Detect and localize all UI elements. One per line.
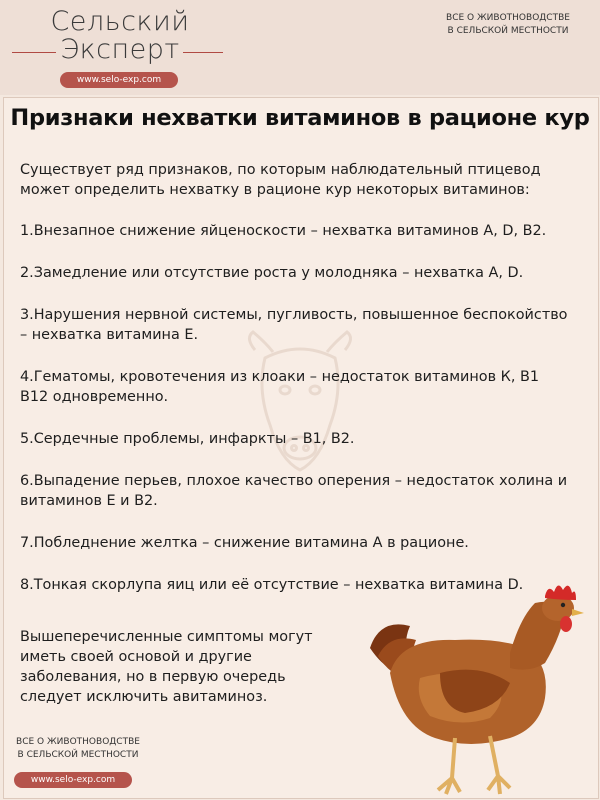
list-item: 4.Гематомы, кровотечения из клоаки – недостаток витаминов К, В1 В12 одновременно.	[20, 369, 540, 405]
symptoms-list	[20, 221, 570, 617]
logo-text-line2: Эксперт	[60, 34, 180, 65]
site-url-link[interactable]: www.selo-exp.com	[60, 72, 178, 88]
list-item: 2.Замедление или отсутствие роста у молодняка – нехватка А, D.	[20, 265, 524, 281]
list-item: 3.Нарушения нервной системы, пугливость, повышенное беспокойство – нехватка витамина Е.	[20, 307, 568, 343]
list-item: 6.Выпадение перьев, плохое качество оперения – недостаток холина и витаминов Е и В2.	[20, 473, 568, 509]
list-item: 7.Побледнение желтка – снижение витамина А в рационе.	[20, 535, 469, 551]
logo-divider-right	[183, 52, 223, 53]
outro-paragraph: Вышеперечисленные симптомы могут иметь своей основой и другие заболевания, но в первую очередь следует исключить авитаминоз.	[20, 629, 313, 705]
hen-photo	[360, 578, 600, 800]
tagline-line2: В СЕЛЬСКОЙ МЕСТНОСТИ	[447, 26, 569, 36]
list-item: 1.Внезапное снижение яйценоскости – нехватка витаминов А, D, В2.	[20, 223, 547, 239]
header-tagline	[428, 12, 588, 38]
intro-paragraph: Существует ряд признаков, по которым наблюдательный птицевод может определить нехватку в рационе кур некоторых витаминов:	[20, 162, 541, 198]
list-item: 8.Тонкая скорлупа яиц или её отсутствие – нехватка витамина D.	[20, 577, 524, 593]
footer-tagline-line2: В СЕЛЬСКОЙ МЕСТНОСТИ	[17, 750, 139, 760]
article-title: Признаки нехватки витаминов в рационе кур	[10, 105, 590, 131]
list-item: 5.Сердечные проблемы, инфаркты – В1, В2.	[20, 431, 355, 447]
footer-tagline-line1: ВСЕ О ЖИВОТНОВОДСТВЕ	[16, 737, 140, 747]
footer-tagline	[8, 736, 148, 762]
logo-text-line1: Сельский	[50, 6, 190, 37]
tagline-line1: ВСЕ О ЖИВОТНОВОДСТВЕ	[446, 13, 570, 23]
footer-site-url-link[interactable]: www.selo-exp.com	[14, 772, 132, 788]
